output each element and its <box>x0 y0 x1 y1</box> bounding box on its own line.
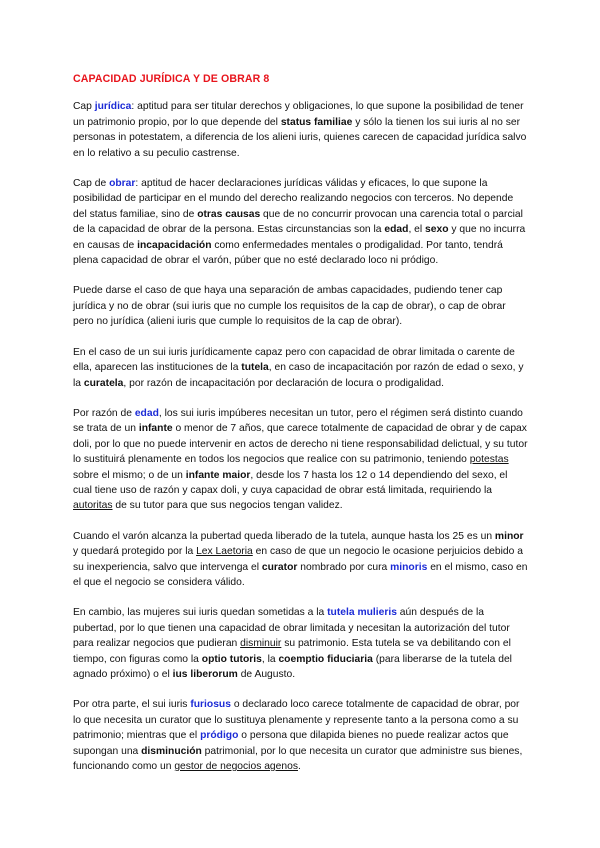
text-span: Puede darse el caso de que haya una separación de ambas capacidades, pudiendo tener cap jurídica y no de obrar (sui iuris que no cumple los requisitos de la cap de obrar), o cap de obrar pero no jurídica (alieni iuris que cumple lo requisitos de la cap de obrar). <box>73 285 506 328</box>
bold-curator: curator <box>261 561 298 573</box>
text-span: , la <box>261 653 279 665</box>
keyword-edad: edad <box>134 407 159 419</box>
text-span: Cap <box>73 101 95 113</box>
bold-minor: minor <box>494 530 524 542</box>
text-span: Por razón de <box>73 407 135 419</box>
paragraph-tutela-mulieris <box>73 605 529 682</box>
text-span: o declarado loco carece totalmente de capacidad de obrar, por lo que necesita un curator que lo sustituya plenamente y represente tanto a la persona como a su patrimonio; mientras que el <box>73 699 520 742</box>
bold-infante: infante <box>138 423 173 435</box>
text-span: (para liberarse de la tutela del agnado próximo) o el <box>73 653 512 680</box>
paragraph-capacidad-obrar <box>73 176 529 268</box>
underlined-lex-laetoria: Lex Laetoria <box>196 546 253 558</box>
bold-otras-causas: otras causas <box>197 208 261 220</box>
text-span: . <box>297 761 301 773</box>
text-span: , el <box>408 224 426 236</box>
text-span: Cap de <box>73 178 110 190</box>
text-span: , desde los 7 hasta los 12 o 14 dependiendo del sexo, el cual tiene uso de razón y capax doli, y cuya capacidad de obrar está limitada, requiriendo la <box>73 469 508 496</box>
document-title: CAPACIDAD JURÍDICA Y DE OBRAR 8 <box>73 73 270 85</box>
underlined-potestas: potestas <box>469 454 509 466</box>
text-span: su patrimonio. Esta tutela se va debilitando con el tiempo, con figuras como la <box>73 638 511 665</box>
text-span: y que no incurra en causas de <box>73 224 526 251</box>
text-span: , por razón de incapacitación por declaración de locura o prodigalidad. <box>123 377 444 389</box>
text-span: : aptitud de hacer declaraciones jurídicas válidas y eficaces, lo que supone la posibilidad de participar en el mundo del derecho realizando negocios con terceros. No depende del status familiae, sino de <box>73 178 514 220</box>
bold-coemptio-fiduciaria: coemptio fiduciaria <box>278 653 373 665</box>
keyword-minoris: minoris <box>390 561 428 573</box>
text-span: o persona que dilapida bienes no puede realizar actos que supongan una <box>73 730 509 757</box>
underlined-autoritas: autoritas <box>73 500 113 512</box>
text-span: como enfermedades mentales o prodigalidad. Por tanto, tendrá plena capacidad de obrar el varón, púber que no esté declarado loco ni pródigo. <box>73 239 503 267</box>
text-span: nombrado por cura <box>297 561 391 573</box>
underlined-disminuir: disminuir <box>240 638 282 650</box>
text-span: de Augusto. <box>237 669 296 680</box>
paragraph-pubertad <box>73 529 529 591</box>
bold-status-familiae: status familiae <box>280 116 353 128</box>
text-span: , los sui iuris impúberes necesitan un tutor, pero el régimen será distinto cuando se trata de un <box>73 407 523 435</box>
paragraph-furiosus-prodigo <box>73 697 529 774</box>
keyword-juridica: jurídica <box>94 101 132 113</box>
keyword-obrar: obrar <box>109 178 136 190</box>
text-span: Por otra parte, el sui iuris <box>73 699 191 711</box>
text-span: o menor de 7 años, que carece totalmente de capacidad de obrar y de capax doli, por lo que no puede intervenir en actos de derecho ni tiene responsabilidad delictual, y su tutor lo sustituirá plenamente en todos los negocios que realice con su patrimonio, teniendo <box>73 423 528 466</box>
paragraph-edad <box>73 406 529 514</box>
text-span: que de no concurrir provocan una carencia total o parcial de la capacidad de obrar de la persona. Estas circunstancias son la <box>73 208 523 236</box>
text-span: y sólo la tienen los sui iuris al no ser personas in potestatem, a diferencia de los alieni iuris, quienes carecen de capacidad jurídica salvo en lo relativo a su peculio castrense. <box>73 116 527 159</box>
text-span: aún después de la pubertad, por lo que tienen una capacidad de obrar limitada y necesitan la autorización del tutor para realizar negocios que pudieran <box>73 607 510 650</box>
bold-sexo: sexo <box>425 224 449 236</box>
bold-curatela: curatela <box>83 377 124 389</box>
bold-incapacidacion: incapacidación <box>137 239 212 251</box>
underlined-gestor-negocios: gestor de negocios agenos <box>174 761 298 773</box>
bold-edad: edad <box>384 224 409 236</box>
bold-ius-liberorum: ius liberorum <box>172 669 238 680</box>
text-span: : aptitud para ser titular derechos y obligaciones, lo que supone la posibilidad de tener un patrimonio propio, por lo que depende del <box>73 101 524 128</box>
text-span: patrimonial, por lo que necesita un curator que administre sus bienes, funcionando como un <box>73 745 523 773</box>
text-span: En cambio, las mujeres sui iuris quedan sometidas a la <box>73 607 328 619</box>
text-span: sobre el mismo; o de un <box>73 469 186 481</box>
text-span: de su tutor para que sus negocios tengan validez. <box>112 500 343 512</box>
keyword-prodigo: pródigo <box>200 730 239 742</box>
text-span: , en caso de incapacitación por razón de edad o sexo, y la <box>73 362 524 389</box>
paragraph-separacion <box>73 283 529 329</box>
bold-tutela: tutela <box>241 362 269 374</box>
text-span: En el caso de un sui iuris jurídicamente capaz pero con capacidad de obrar limitada o carente de ella, aparecen las instituciones de la <box>73 346 515 374</box>
paragraph-capacidad-juridica <box>73 99 529 161</box>
bold-optio-tutoris: optio tutoris <box>201 653 262 665</box>
text-span: Cuando el varón alcanza la pubertad queda liberado de la tutela, aunque hasta los 25 es un <box>73 530 495 542</box>
text-span: en el mismo, caso en el que el negocio se considera válido. <box>73 561 528 588</box>
bold-infante-maior: infante maior <box>185 469 251 481</box>
keyword-tutela-mulieris: tutela mulieris <box>327 607 397 619</box>
document-page <box>73 72 529 789</box>
text-span: y quedará protegido por la <box>73 546 197 558</box>
bold-disminucion: disminución <box>141 745 202 757</box>
paragraph-tutela-curatela <box>73 345 529 391</box>
keyword-furiosus: furiosus <box>190 699 231 711</box>
text-span: en caso de que un negocio le ocasione perjuicios debido a su inexperiencia, salvo que intervenga el <box>73 546 523 573</box>
